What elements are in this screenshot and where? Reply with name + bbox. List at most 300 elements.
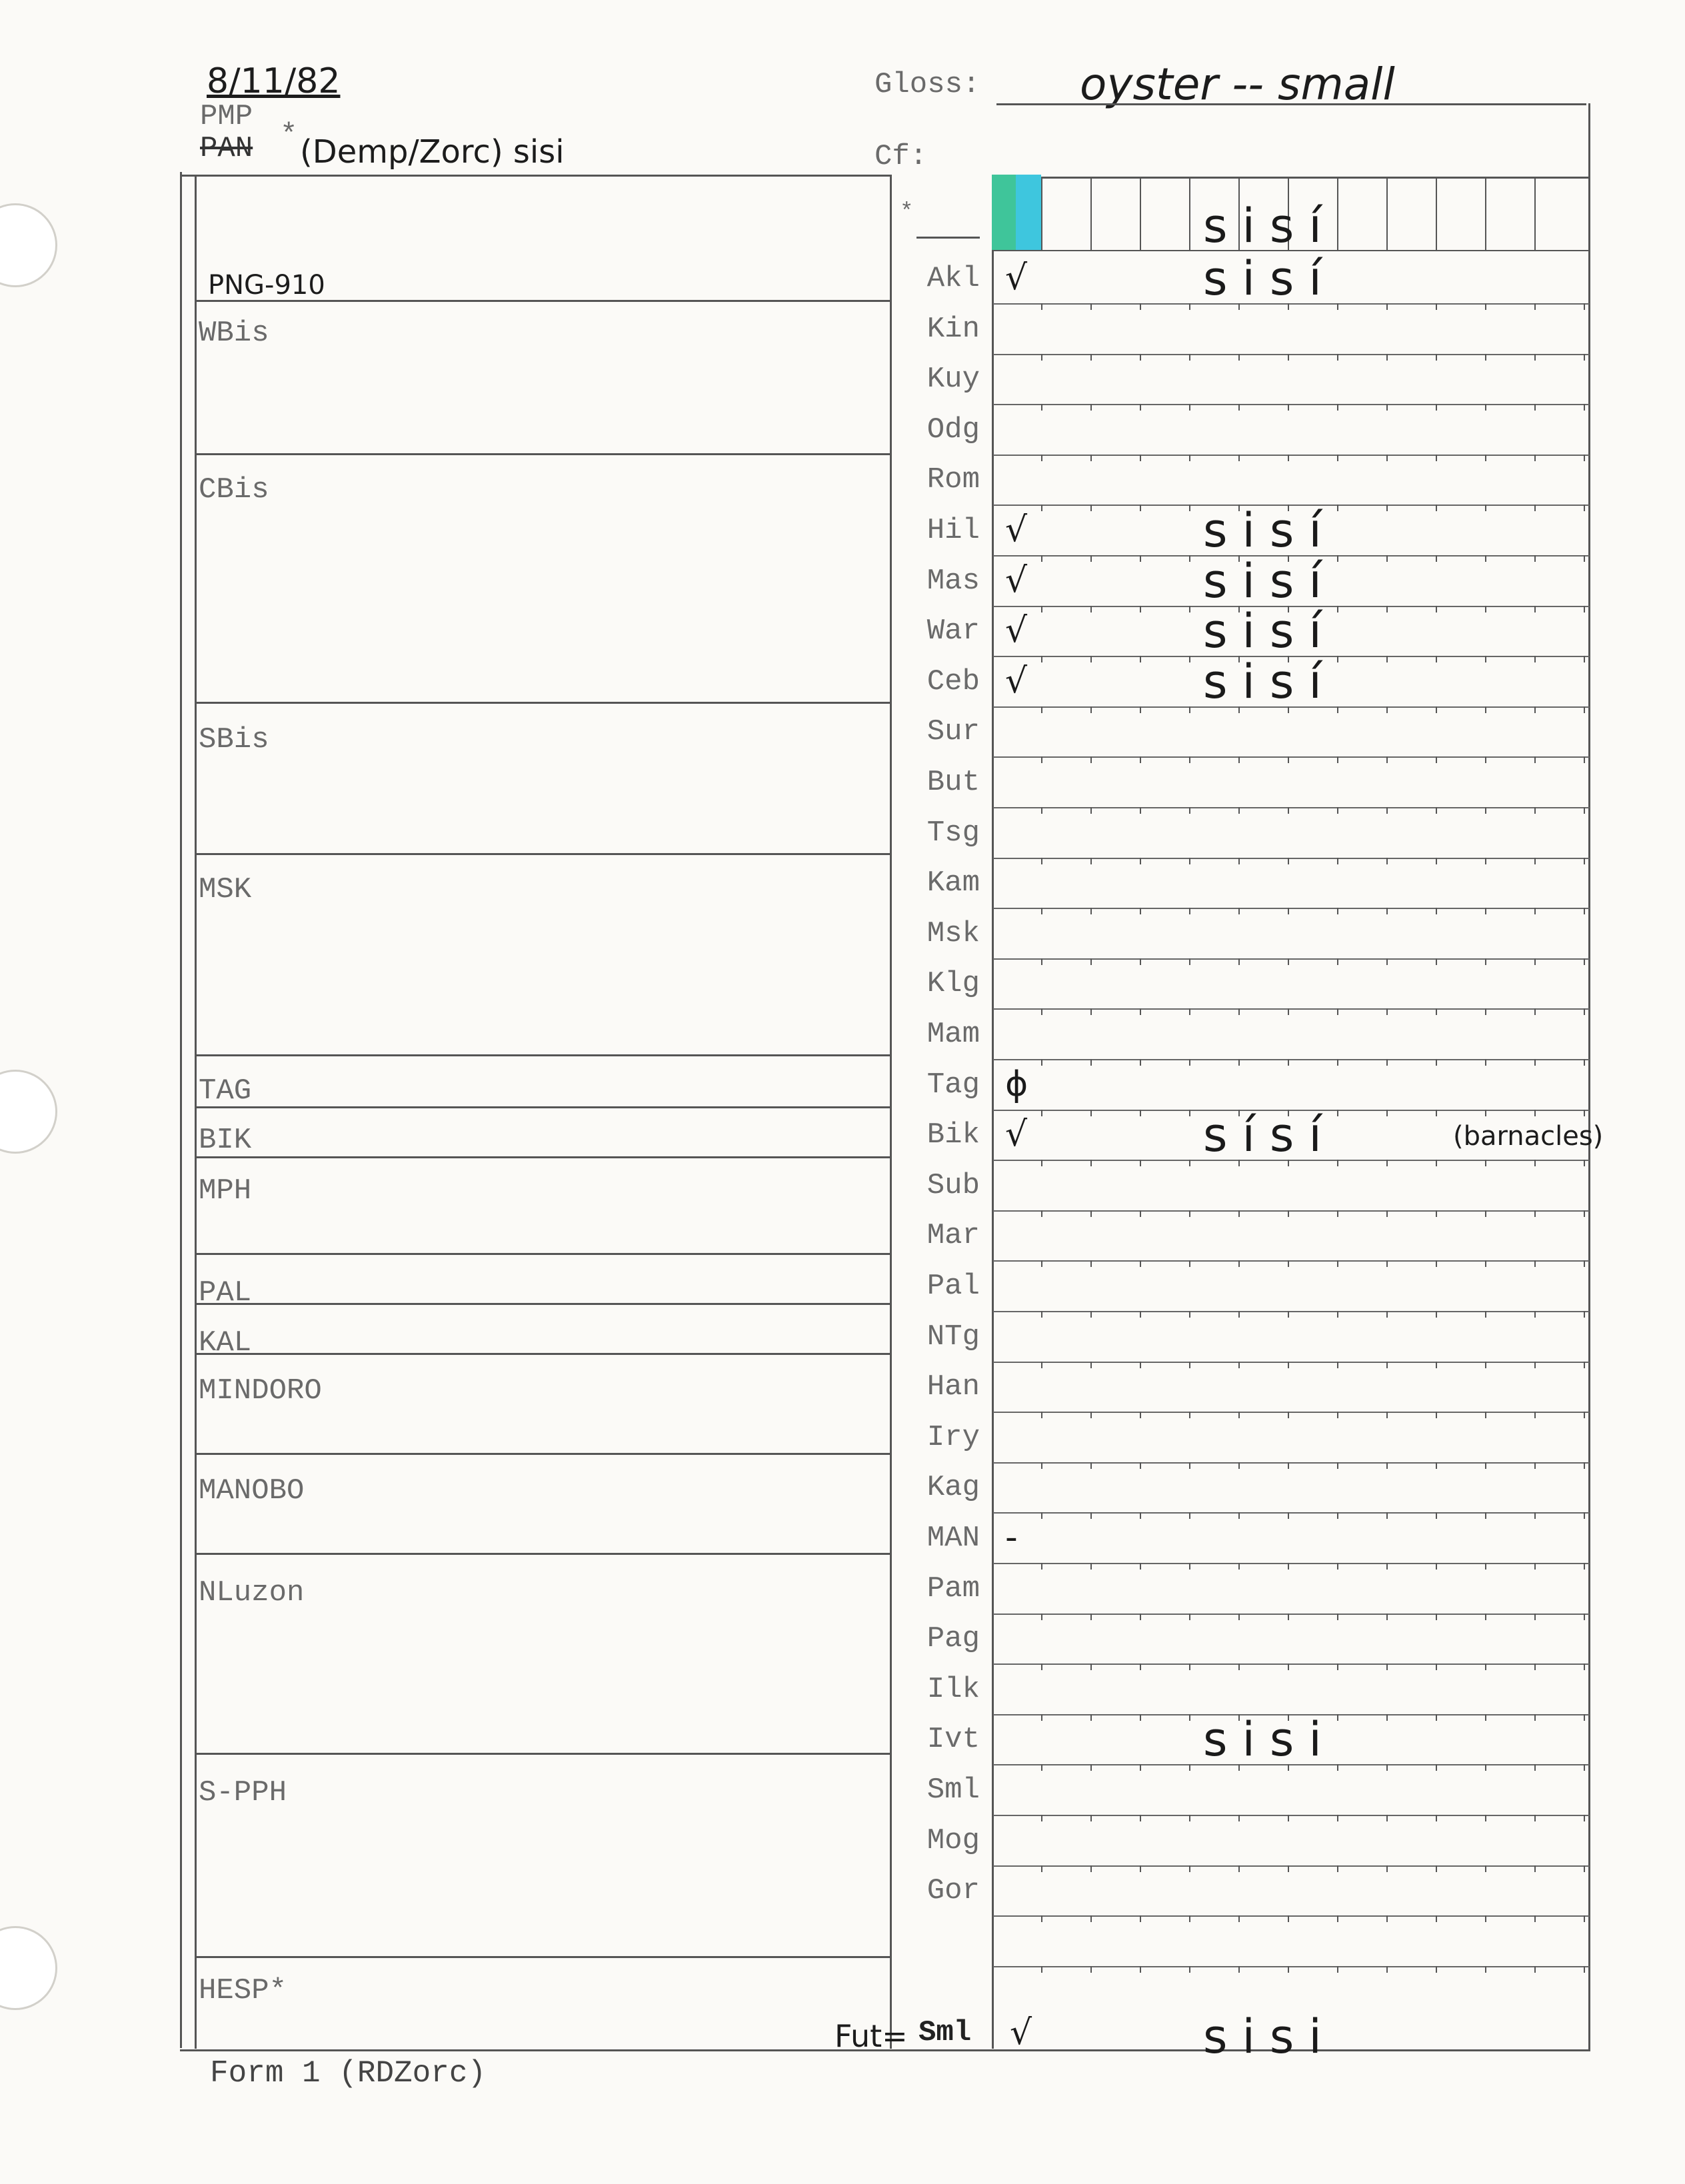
row-tick <box>1534 1663 1536 1670</box>
lang-code: Kin <box>926 312 980 346</box>
row-tick <box>1584 1512 1585 1519</box>
row-tick <box>1041 555 1042 562</box>
row-tick <box>1140 656 1141 662</box>
row-tick <box>1090 756 1092 763</box>
region-manobo: MANOBO <box>199 1474 305 1508</box>
lang-code-sml-final: Sml <box>918 2016 972 2049</box>
row-tick <box>1090 404 1092 411</box>
row-tick <box>1485 1008 1486 1015</box>
row-tick <box>1189 303 1190 310</box>
gloss-label: Gloss: <box>874 68 980 101</box>
reflex-form: sisí <box>1203 654 1336 709</box>
lang-code: Odg <box>926 413 980 447</box>
cell-divider <box>1337 177 1338 250</box>
row-tick <box>1041 303 1042 310</box>
row-tick <box>1041 404 1042 411</box>
row-tick <box>1485 807 1486 814</box>
row-tick <box>1584 1008 1585 1015</box>
row-tick <box>1238 1663 1240 1670</box>
row-tick <box>1288 807 1289 814</box>
row-tick <box>1288 1311 1289 1318</box>
row-tick <box>1534 555 1536 562</box>
row-tick <box>1189 1714 1190 1721</box>
row-tick <box>1140 1614 1141 1620</box>
lang-code: Tag <box>926 1068 980 1102</box>
row-tick <box>1337 1110 1338 1116</box>
row-tick <box>1238 958 1240 965</box>
row-tick <box>1337 706 1338 713</box>
row-tick <box>1534 1614 1536 1620</box>
row-tick <box>1534 1362 1536 1368</box>
row-tick <box>1386 404 1388 411</box>
row-tick <box>1238 1512 1240 1519</box>
row-tick <box>1189 656 1190 662</box>
row-tick <box>1189 1059 1190 1066</box>
row-tick <box>1140 1915 1141 1922</box>
region-bik: BIK <box>199 1124 252 1157</box>
row-tick <box>1288 1462 1289 1469</box>
row-tick <box>1288 354 1289 361</box>
lang-code: Han <box>926 1370 980 1404</box>
row-tick <box>1436 1311 1437 1318</box>
cf-label: Cf: <box>874 140 928 173</box>
row-tick <box>1140 1412 1141 1418</box>
gloss-underline <box>996 103 1586 105</box>
row-tick <box>1436 1412 1437 1418</box>
row-tick <box>1041 1110 1042 1116</box>
region-mph: MPH <box>199 1174 252 1208</box>
row-tick <box>1534 1966 1536 1973</box>
row-tick <box>1041 606 1042 612</box>
section-divider <box>195 1253 890 1255</box>
lang-code: Kag <box>926 1471 980 1505</box>
row-tick <box>1584 1110 1585 1116</box>
row-line <box>993 958 1590 960</box>
row-tick <box>1189 1412 1190 1418</box>
tab-cyan <box>1016 175 1041 251</box>
row-tick <box>1238 908 1240 914</box>
region-pal: PAL <box>199 1276 252 1310</box>
row-tick <box>1534 1815 1536 1821</box>
check-mark-final: √ <box>1010 2013 1032 2053</box>
row-tick <box>1386 1008 1388 1015</box>
row-tick <box>1090 1059 1092 1066</box>
row-tick <box>1436 1663 1437 1670</box>
row-tick <box>1436 1915 1437 1922</box>
row-tick <box>1140 756 1141 763</box>
row-tick <box>1485 1210 1486 1217</box>
row-tick <box>1584 1815 1585 1821</box>
lang-code: Iry <box>926 1420 980 1454</box>
row-tick <box>1386 958 1388 965</box>
row-tick <box>1386 1714 1388 1721</box>
row-tick <box>1436 1160 1437 1166</box>
row-tick <box>1140 1362 1141 1368</box>
row-tick <box>1436 1110 1437 1116</box>
row-tick <box>1090 706 1092 713</box>
lang-code: Mog <box>926 1823 980 1857</box>
lang-code: Bik <box>926 1118 980 1152</box>
row-tick <box>1485 1412 1486 1418</box>
row-tick <box>1090 1412 1092 1418</box>
section-divider <box>195 453 890 455</box>
reflex-note: (barnacles) <box>1453 1121 1604 1152</box>
grid-top <box>992 177 1588 179</box>
row-tick <box>1041 756 1042 763</box>
row-tick <box>1189 1362 1190 1368</box>
row-tick <box>1090 1110 1092 1116</box>
row-tick <box>1041 908 1042 914</box>
row-tick <box>1090 656 1092 662</box>
row-tick <box>1534 858 1536 864</box>
row-tick <box>1485 1563 1486 1570</box>
row-tick <box>1090 1160 1092 1166</box>
lang-code: Pam <box>926 1572 980 1606</box>
lang-code: Pal <box>926 1270 980 1303</box>
row-tick <box>1584 958 1585 965</box>
row-tick <box>1238 807 1240 814</box>
row-tick <box>1090 1008 1092 1015</box>
reflex-form: sisí <box>1203 251 1336 306</box>
row-tick <box>1436 1059 1437 1066</box>
row-tick <box>1288 404 1289 411</box>
row-tick <box>1534 706 1536 713</box>
row-tick <box>1041 1412 1042 1418</box>
section-divider <box>195 1753 890 1755</box>
row-tick <box>1386 656 1388 662</box>
row-tick <box>1485 1966 1486 1973</box>
row-tick <box>1386 606 1388 612</box>
check-mark: √ <box>1005 510 1028 550</box>
row-tick <box>1436 1714 1437 1721</box>
section-divider <box>195 1156 890 1158</box>
row-tick <box>1534 756 1536 763</box>
row-tick <box>1288 1512 1289 1519</box>
row-tick <box>1140 958 1141 965</box>
row-tick <box>1485 1915 1486 1922</box>
row-tick <box>1386 1110 1388 1116</box>
row-tick <box>1140 1663 1141 1670</box>
row-tick <box>1189 958 1190 965</box>
row-tick <box>1288 1059 1289 1066</box>
row-tick <box>1041 1059 1042 1066</box>
row-tick <box>1436 706 1437 713</box>
row-tick <box>1238 1563 1240 1570</box>
row-tick <box>1436 858 1437 864</box>
row-tick <box>1041 958 1042 965</box>
row-tick <box>1534 404 1536 411</box>
row-tick <box>1288 756 1289 763</box>
section-divider <box>195 1956 890 1958</box>
row-tick <box>1238 1210 1240 1217</box>
row-tick <box>1140 1160 1141 1166</box>
lang-code: But <box>926 766 980 799</box>
lang-code: Msk <box>926 916 980 950</box>
row-tick <box>1337 303 1338 310</box>
row-tick <box>1485 1714 1486 1721</box>
row-tick <box>1534 354 1536 361</box>
row-line <box>993 1412 1590 1413</box>
row-line <box>993 404 1590 405</box>
row-line <box>993 1008 1590 1010</box>
row-tick <box>1534 1059 1536 1066</box>
lang-code: Akl <box>926 262 980 295</box>
row-tick <box>1584 1311 1585 1318</box>
cell-divider <box>1386 177 1388 250</box>
row-tick <box>1485 1260 1486 1267</box>
reflex-form: sisi <box>1203 1712 1336 1767</box>
row-tick <box>1090 1362 1092 1368</box>
row-tick <box>1189 1865 1190 1872</box>
row-tick <box>1090 1865 1092 1872</box>
row-tick <box>1386 858 1388 864</box>
row-tick <box>1041 1210 1042 1217</box>
row-line <box>993 1512 1590 1514</box>
row-tick <box>1436 1462 1437 1469</box>
row-tick <box>1337 1714 1338 1721</box>
section-divider <box>195 1303 890 1305</box>
row-tick <box>1238 1059 1240 1066</box>
row-tick <box>1189 354 1190 361</box>
row-tick <box>1189 908 1190 914</box>
reflex-form: sísí <box>1203 1108 1336 1163</box>
row-tick <box>1534 1563 1536 1570</box>
row-tick <box>1534 455 1536 461</box>
row-tick <box>1041 1915 1042 1922</box>
row-tick <box>1436 404 1437 411</box>
row-tick <box>1238 354 1240 361</box>
row-tick <box>1041 1563 1042 1570</box>
row-tick <box>1386 1311 1388 1318</box>
row-tick <box>1041 656 1042 662</box>
row-tick <box>1584 1865 1585 1872</box>
region-hesp: HESP* <box>199 1974 287 2007</box>
row-tick <box>1386 455 1388 461</box>
check-mark: √ <box>1005 610 1028 651</box>
row-tick <box>1485 958 1486 965</box>
check-mark: ϕ <box>1005 1064 1028 1104</box>
row-tick <box>1041 1512 1042 1519</box>
row-line <box>993 858 1590 859</box>
section-divider <box>195 1054 890 1056</box>
row-tick <box>1140 303 1141 310</box>
row-tick <box>1337 1512 1338 1519</box>
row-tick <box>1090 1614 1092 1620</box>
row-tick <box>1584 1160 1585 1166</box>
reflex-form: sisí <box>1203 604 1336 659</box>
row-line <box>993 1663 1590 1665</box>
row-line <box>993 1362 1590 1363</box>
row-tick <box>1386 1563 1388 1570</box>
row-tick <box>1485 354 1486 361</box>
row-line <box>993 1260 1590 1262</box>
row-tick <box>1386 1260 1388 1267</box>
region-tag: TAG <box>199 1074 252 1108</box>
row-tick <box>1238 455 1240 461</box>
reflex-form: sisí <box>1203 553 1336 608</box>
row-tick <box>1534 1160 1536 1166</box>
row-tick <box>1386 555 1388 562</box>
row-tick <box>1140 1210 1141 1217</box>
row-tick <box>1189 505 1190 511</box>
row-tick <box>1189 756 1190 763</box>
row-tick <box>1386 1210 1388 1217</box>
row-tick <box>1140 1764 1141 1771</box>
proto-label-pan: PAN <box>200 132 253 165</box>
row-tick <box>1140 1260 1141 1267</box>
row-tick <box>1041 505 1042 511</box>
row-tick <box>1337 756 1338 763</box>
row-tick <box>1189 455 1190 461</box>
punch-hole-middle <box>0 1070 57 1154</box>
row-tick <box>1584 1210 1585 1217</box>
row-tick <box>1436 303 1437 310</box>
row-line <box>993 1815 1590 1816</box>
row-tick <box>1140 505 1141 511</box>
section-divider <box>195 1453 890 1455</box>
row-tick <box>1238 404 1240 411</box>
row-tick <box>1386 1764 1388 1771</box>
row-tick <box>1534 1462 1536 1469</box>
row-tick <box>1485 303 1486 310</box>
lang-code: Tsg <box>926 816 980 850</box>
row-tick <box>1485 1362 1486 1368</box>
row-tick <box>1584 858 1585 864</box>
row-tick <box>1584 1714 1585 1721</box>
row-tick <box>1288 1260 1289 1267</box>
row-tick <box>1337 455 1338 461</box>
row-tick <box>1337 1563 1338 1570</box>
lang-code: MAN <box>926 1522 980 1555</box>
row-tick <box>1140 908 1141 914</box>
row-tick <box>1337 807 1338 814</box>
form-footer: Form 1 (RDZorc) <box>210 2056 487 2091</box>
proto-asterisk: * <box>280 119 298 152</box>
row-tick <box>1436 606 1437 612</box>
row-tick <box>1140 555 1141 562</box>
row-tick <box>1436 1008 1437 1015</box>
row-tick <box>1584 1563 1585 1570</box>
check-mark: √ <box>1005 258 1028 298</box>
row-tick <box>1436 455 1437 461</box>
row-tick <box>1584 1462 1585 1469</box>
row-tick <box>1288 455 1289 461</box>
row-tick <box>1337 908 1338 914</box>
row-tick <box>1337 404 1338 411</box>
row-tick <box>1584 1966 1585 1973</box>
row-tick <box>1436 555 1437 562</box>
row-tick <box>1584 404 1585 411</box>
row-tick <box>1386 1462 1388 1469</box>
row-tick <box>1534 807 1536 814</box>
row-tick <box>1386 1412 1388 1418</box>
row-tick <box>1238 1260 1240 1267</box>
row-tick <box>1485 1764 1486 1771</box>
row-tick <box>1386 1362 1388 1368</box>
row-tick <box>1140 1311 1141 1318</box>
row-tick <box>1090 1815 1092 1821</box>
row-tick <box>1288 1966 1289 1973</box>
row-tick <box>1436 1512 1437 1519</box>
row-tick <box>1534 1311 1536 1318</box>
row-tick <box>1534 1865 1536 1872</box>
reflex-form: sisí <box>1203 503 1336 558</box>
row-tick <box>1485 656 1486 662</box>
row-tick <box>1584 1764 1585 1771</box>
row-tick <box>1337 1362 1338 1368</box>
row-tick <box>1436 958 1437 965</box>
row-tick <box>1041 1663 1042 1670</box>
row-tick <box>1337 656 1338 662</box>
row-tick <box>1041 1966 1042 1973</box>
row-tick <box>1238 1462 1240 1469</box>
row-tick <box>1534 1008 1536 1015</box>
row-tick <box>1584 303 1585 310</box>
row-tick <box>1337 606 1338 612</box>
row-tick <box>1041 455 1042 461</box>
row-tick <box>1485 706 1486 713</box>
row-tick <box>1288 1362 1289 1368</box>
row-tick <box>1534 1412 1536 1418</box>
check-mark: √ <box>1005 1114 1028 1155</box>
lang-code: Hil <box>926 514 980 547</box>
row-tick <box>1238 1614 1240 1620</box>
row-tick <box>1090 1563 1092 1570</box>
row-tick <box>1189 807 1190 814</box>
row-tick <box>1337 1210 1338 1217</box>
punch-hole-bottom <box>0 1926 57 2010</box>
region-nluzon: NLuzon <box>199 1576 305 1610</box>
lang-code: Gor <box>926 1874 980 1908</box>
row-tick <box>1288 908 1289 914</box>
row-tick <box>1288 1815 1289 1821</box>
row-tick <box>1337 1412 1338 1418</box>
section-divider <box>195 1106 890 1108</box>
row-tick <box>1584 1663 1585 1670</box>
row-tick <box>1337 1059 1338 1066</box>
row-line <box>993 1059 1590 1060</box>
row-tick <box>1386 1966 1388 1973</box>
row-tick <box>1041 1714 1042 1721</box>
cell-divider <box>1485 177 1486 250</box>
row-tick <box>1288 1663 1289 1670</box>
row-tick <box>1140 1966 1141 1973</box>
row-tick <box>1041 1764 1042 1771</box>
row-tick <box>1534 656 1536 662</box>
row-tick <box>1140 404 1141 411</box>
row-tick <box>1337 505 1338 511</box>
row-tick <box>1534 606 1536 612</box>
row-tick <box>1090 555 1092 562</box>
row-tick <box>1140 858 1141 864</box>
row-tick <box>1386 1915 1388 1922</box>
row-tick <box>1386 1512 1388 1519</box>
row-tick <box>1090 1512 1092 1519</box>
row-tick <box>1436 1563 1437 1570</box>
row-line <box>993 1210 1590 1212</box>
cell-divider <box>1140 177 1141 250</box>
frame-lang-divider <box>992 175 994 2049</box>
lang-code: Ceb <box>926 664 980 698</box>
row-tick <box>1140 1865 1141 1872</box>
row-tick <box>1337 858 1338 864</box>
row-tick <box>1534 1512 1536 1519</box>
row-tick <box>1090 505 1092 511</box>
row-tick <box>1140 1815 1141 1821</box>
row-tick <box>1386 1614 1388 1620</box>
proto-form: (Demp/Zorc) sisi <box>300 133 565 171</box>
row-tick <box>1238 756 1240 763</box>
